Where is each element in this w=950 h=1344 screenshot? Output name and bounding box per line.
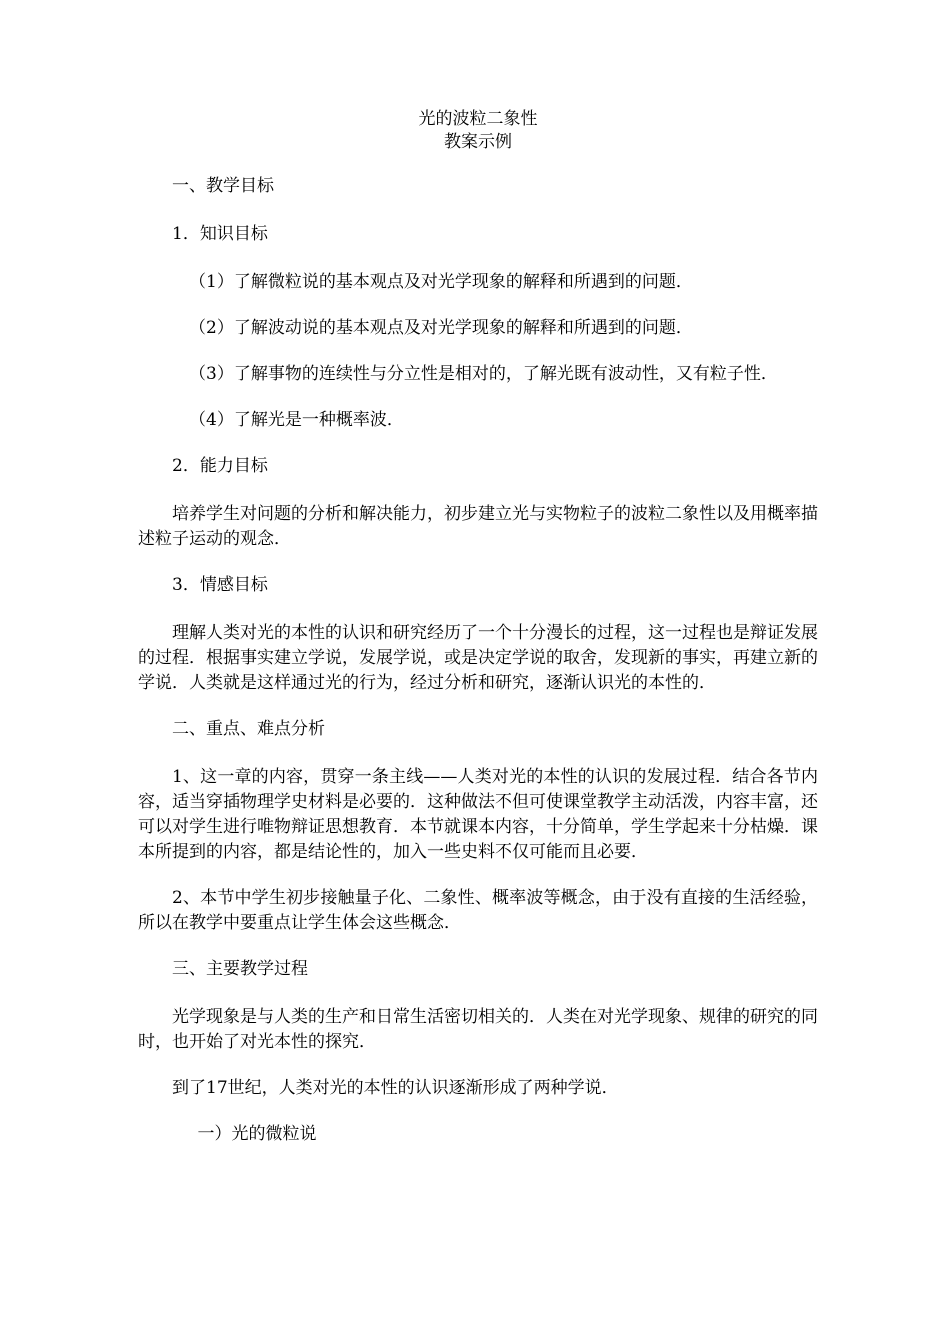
body-paragraph: 培养学生对问题的分析和解决能力，初步建立光与实物粒子的波粒二象性以及用概率描述粒子运动的观念． (138, 504, 818, 549)
body-paragraph: 光学现象是与人类的生产和日常生活密切相关的．人类在对光学现象、规律的研究的同时，也开始了对光本性的探究． (138, 1007, 818, 1052)
subsection-knowledge-goals: 1．知识目标 (172, 224, 268, 244)
knowledge-goal-item: （4）了解光是一种概率波． (189, 410, 404, 430)
subsection-corpuscular-theory: 一）光的微粒说 (197, 1124, 317, 1144)
section-heading-key-points: 二、重点、难点分析 (172, 719, 325, 739)
knowledge-goal-item: （1）了解微粒说的基本观点及对光学现象的解释和所遇到的问题． (189, 272, 693, 292)
section-heading-teaching-process: 三、主要教学过程 (172, 959, 308, 979)
subsection-ability-goals: 2．能力目标 (172, 456, 268, 476)
body-paragraph: 理解人类对光的本性的认识和研究经历了一个十分漫长的过程，这一过程也是辩证发展的过程．根据事实建立学说，发展学说，或是决定学说的取舍，发现新的事实，再建立新的学说．人类就是这样通过光的行为，经过分析和研究，逐渐认识光的本性的． (138, 623, 818, 693)
subsection-emotion-goals: 3．情感目标 (172, 575, 268, 595)
document-page (138, 108, 818, 1168)
section-heading-objectives: 一、教学目标 (172, 176, 274, 196)
document-title: 光的波粒二象性 (418, 109, 538, 129)
document-subtitle: 教案示例 (444, 132, 512, 152)
body-paragraph: 1、这一章的内容，贯穿一条主线——人类对光的本性的认识的发展过程．结合各节内容，适当穿插物理学史材料是必要的．这种做法不但可使课堂教学主动活泼，内容丰富，还可以对学生进行唯物辩证思想教育．本节就课本内容，十分简单，学生学起来十分枯燥．课本所提到的内容，都是结论性的，加入一些史料不仅可能而且必要． (138, 767, 818, 862)
body-paragraph: 到了17世纪，人类对光的本性的认识逐渐形成了两种学说． (172, 1078, 619, 1098)
knowledge-goal-item: （3）了解事物的连续性与分立性是相对的，了解光既有波动性，又有粒子性． (189, 364, 778, 384)
body-paragraph: 2、本节中学生初步接触量子化、二象性、概率波等概念，由于没有直接的生活经验，所以在教学中要重点让学生体会这些概念． (138, 888, 818, 933)
knowledge-goal-item: （2）了解波动说的基本观点及对光学现象的解释和所遇到的问题． (189, 318, 693, 338)
